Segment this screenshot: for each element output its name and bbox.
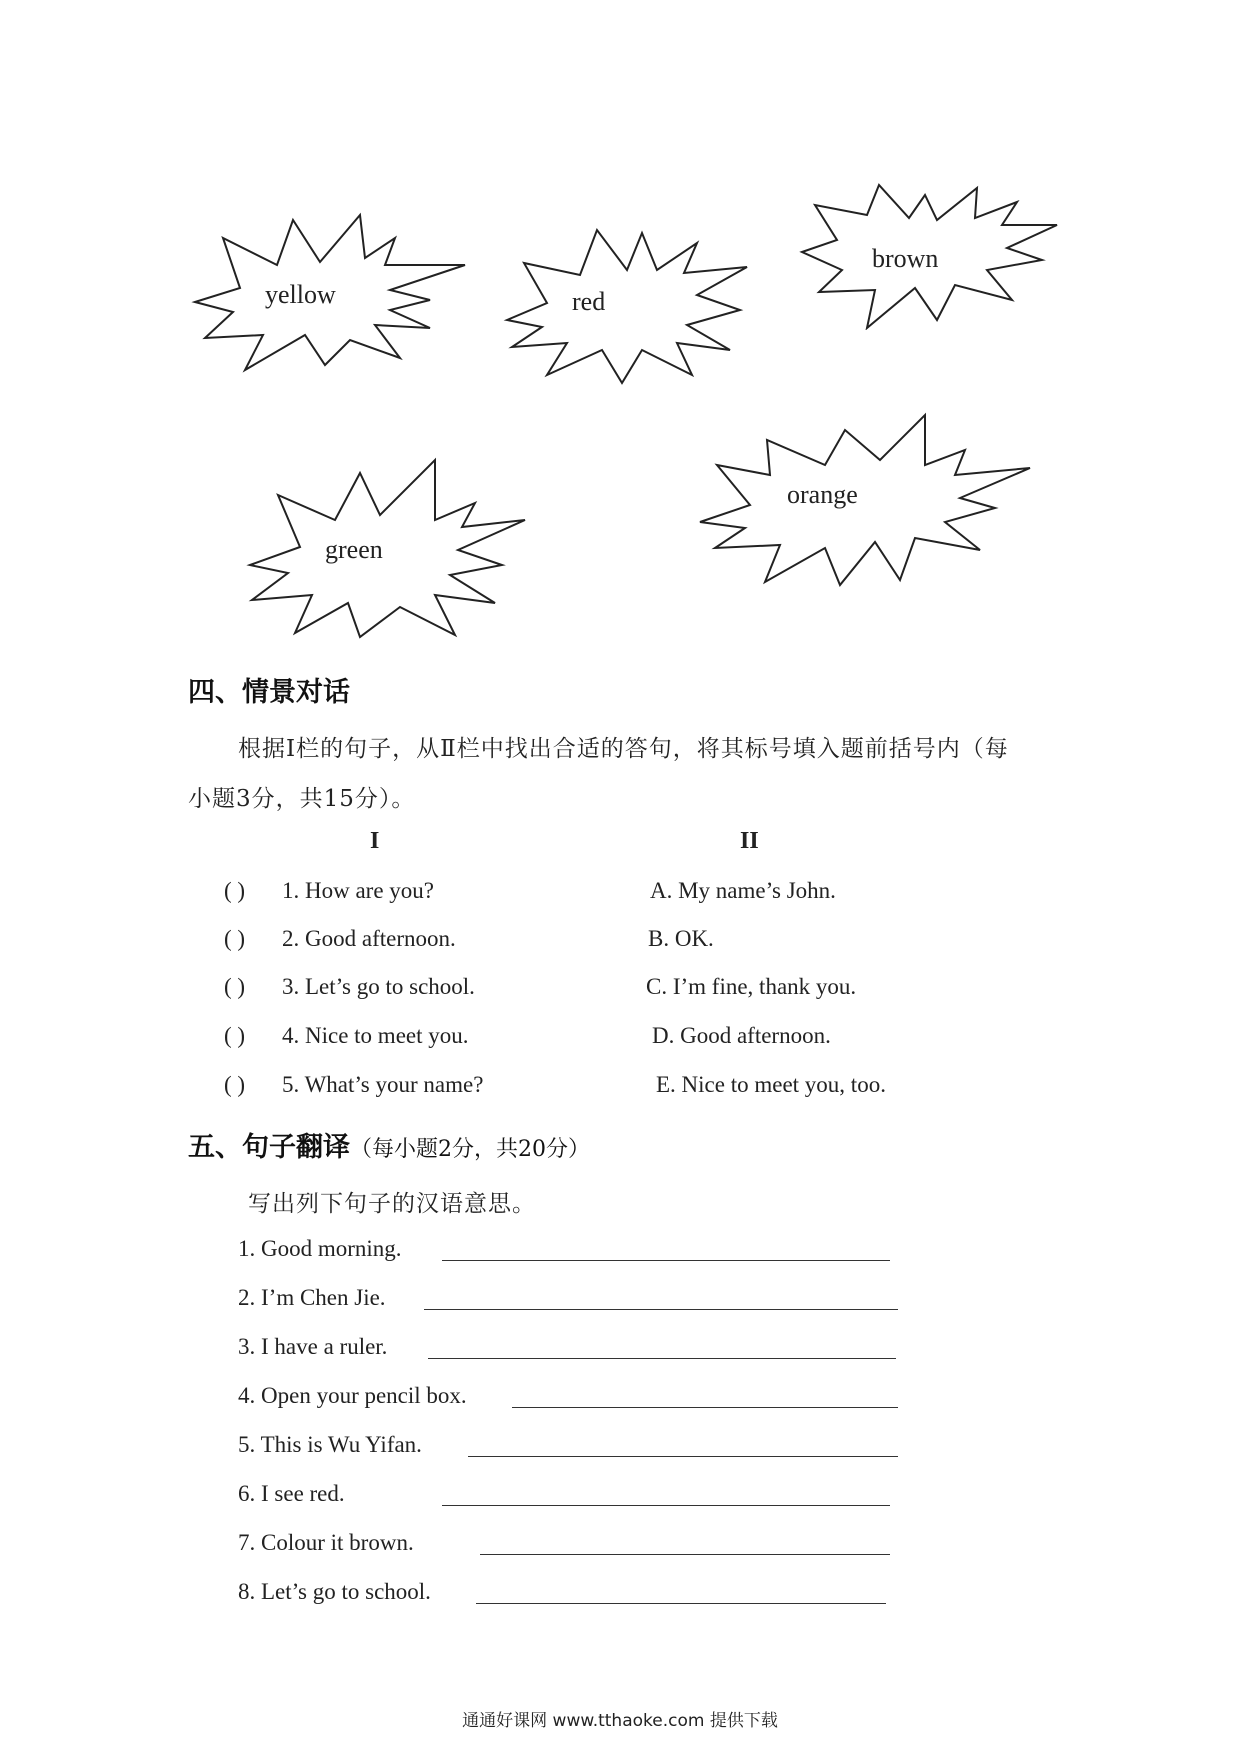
answer-bracket[interactable]: ( )	[224, 878, 246, 903]
translation-row	[0, 1579, 1240, 1615]
translation-row	[0, 1383, 1240, 1419]
matching-row	[0, 1072, 1240, 1108]
answer-bracket[interactable]: ( )	[224, 1072, 246, 1097]
matching-row	[0, 974, 1240, 1010]
burst-red	[502, 225, 752, 385]
answer-bracket[interactable]: ( )	[224, 1023, 246, 1048]
sentence-text: 2. I’m Chen Jie.	[238, 1285, 386, 1310]
answer-option: E. Nice to meet you, too.	[656, 1072, 886, 1097]
answer-line[interactable]	[442, 1236, 890, 1261]
sentence-text: 3. I have a ruler.	[238, 1334, 388, 1359]
starburst-shape	[240, 455, 530, 640]
column-header-i: I	[370, 828, 380, 854]
answer-option: C. I’m fine, thank you.	[646, 974, 857, 999]
translation-row	[0, 1334, 1240, 1370]
matching-row	[0, 878, 1240, 914]
matching-row	[0, 1023, 1240, 1059]
sentence-text: 4. Open your pencil box.	[238, 1383, 467, 1408]
translation-row	[0, 1530, 1240, 1566]
answer-line[interactable]	[476, 1579, 886, 1604]
translation-row	[0, 1432, 1240, 1468]
answer-line[interactable]	[442, 1481, 890, 1506]
sentence-text: 8. Let’s go to school.	[238, 1579, 431, 1604]
burst-yellow	[185, 210, 470, 375]
answer-line[interactable]	[428, 1334, 896, 1359]
translation-row	[0, 1481, 1240, 1517]
answer-option: A. My name’s John.	[650, 878, 836, 903]
footer-credit: 通通好课网 www.tthaoke.com 提供下载	[462, 1711, 778, 1731]
answer-line[interactable]	[512, 1383, 898, 1408]
translation-row	[0, 1236, 1240, 1272]
question-text: 1. How are you?	[282, 878, 435, 903]
starburst-shape	[502, 225, 752, 385]
question-text: 4. Nice to meet you.	[282, 1023, 469, 1048]
column-header-ii: II	[740, 828, 759, 854]
question-text: 2. Good afternoon.	[282, 926, 456, 951]
burst-green	[240, 455, 530, 640]
section5-title	[188, 1125, 590, 1164]
section4-instruction-line1: 根据Ⅰ栏的句子，从Ⅱ栏中找出合适的答句，将其标号填入题前括号内（每	[238, 736, 1009, 762]
burst-label-yellow: yellow	[265, 280, 336, 309]
answer-line[interactable]	[480, 1530, 890, 1555]
sentence-text: 6. I see red.	[238, 1481, 345, 1506]
section5-title-text: 五、句子翻译	[188, 1132, 350, 1163]
sentence-text: 1. Good morning.	[238, 1236, 402, 1261]
answer-option: D. Good afternoon.	[652, 1023, 831, 1048]
burst-orange	[695, 410, 1035, 590]
burst-label-red: red	[572, 287, 606, 316]
answer-bracket[interactable]: ( )	[224, 974, 246, 999]
answer-line[interactable]	[424, 1285, 898, 1310]
burst-label-green: green	[325, 535, 383, 564]
section5-points-note: （每小题2分，共20分）	[350, 1137, 590, 1162]
burst-label-orange: orange	[787, 480, 858, 509]
burst-label-brown: brown	[872, 244, 939, 273]
section4-title: 四、情景对话	[188, 677, 350, 708]
answer-bracket[interactable]: ( )	[224, 926, 246, 951]
question-text: 5. What’s your name?	[282, 1072, 484, 1097]
section5-instruction: 写出列下句子的汉语意思。	[248, 1191, 536, 1217]
burst-brown	[797, 180, 1062, 330]
matching-row	[0, 926, 1240, 962]
sentence-text: 5. This is Wu Yifan.	[238, 1432, 422, 1457]
answer-line[interactable]	[468, 1432, 898, 1457]
question-text: 3. Let’s go to school.	[282, 974, 475, 999]
translation-row	[0, 1285, 1240, 1321]
section4-instruction-line2: 小题3分，共15分）。	[188, 786, 416, 812]
sentence-text: 7. Colour it brown.	[238, 1530, 414, 1555]
answer-option: B. OK.	[648, 926, 714, 951]
starburst-shape	[695, 410, 1035, 590]
